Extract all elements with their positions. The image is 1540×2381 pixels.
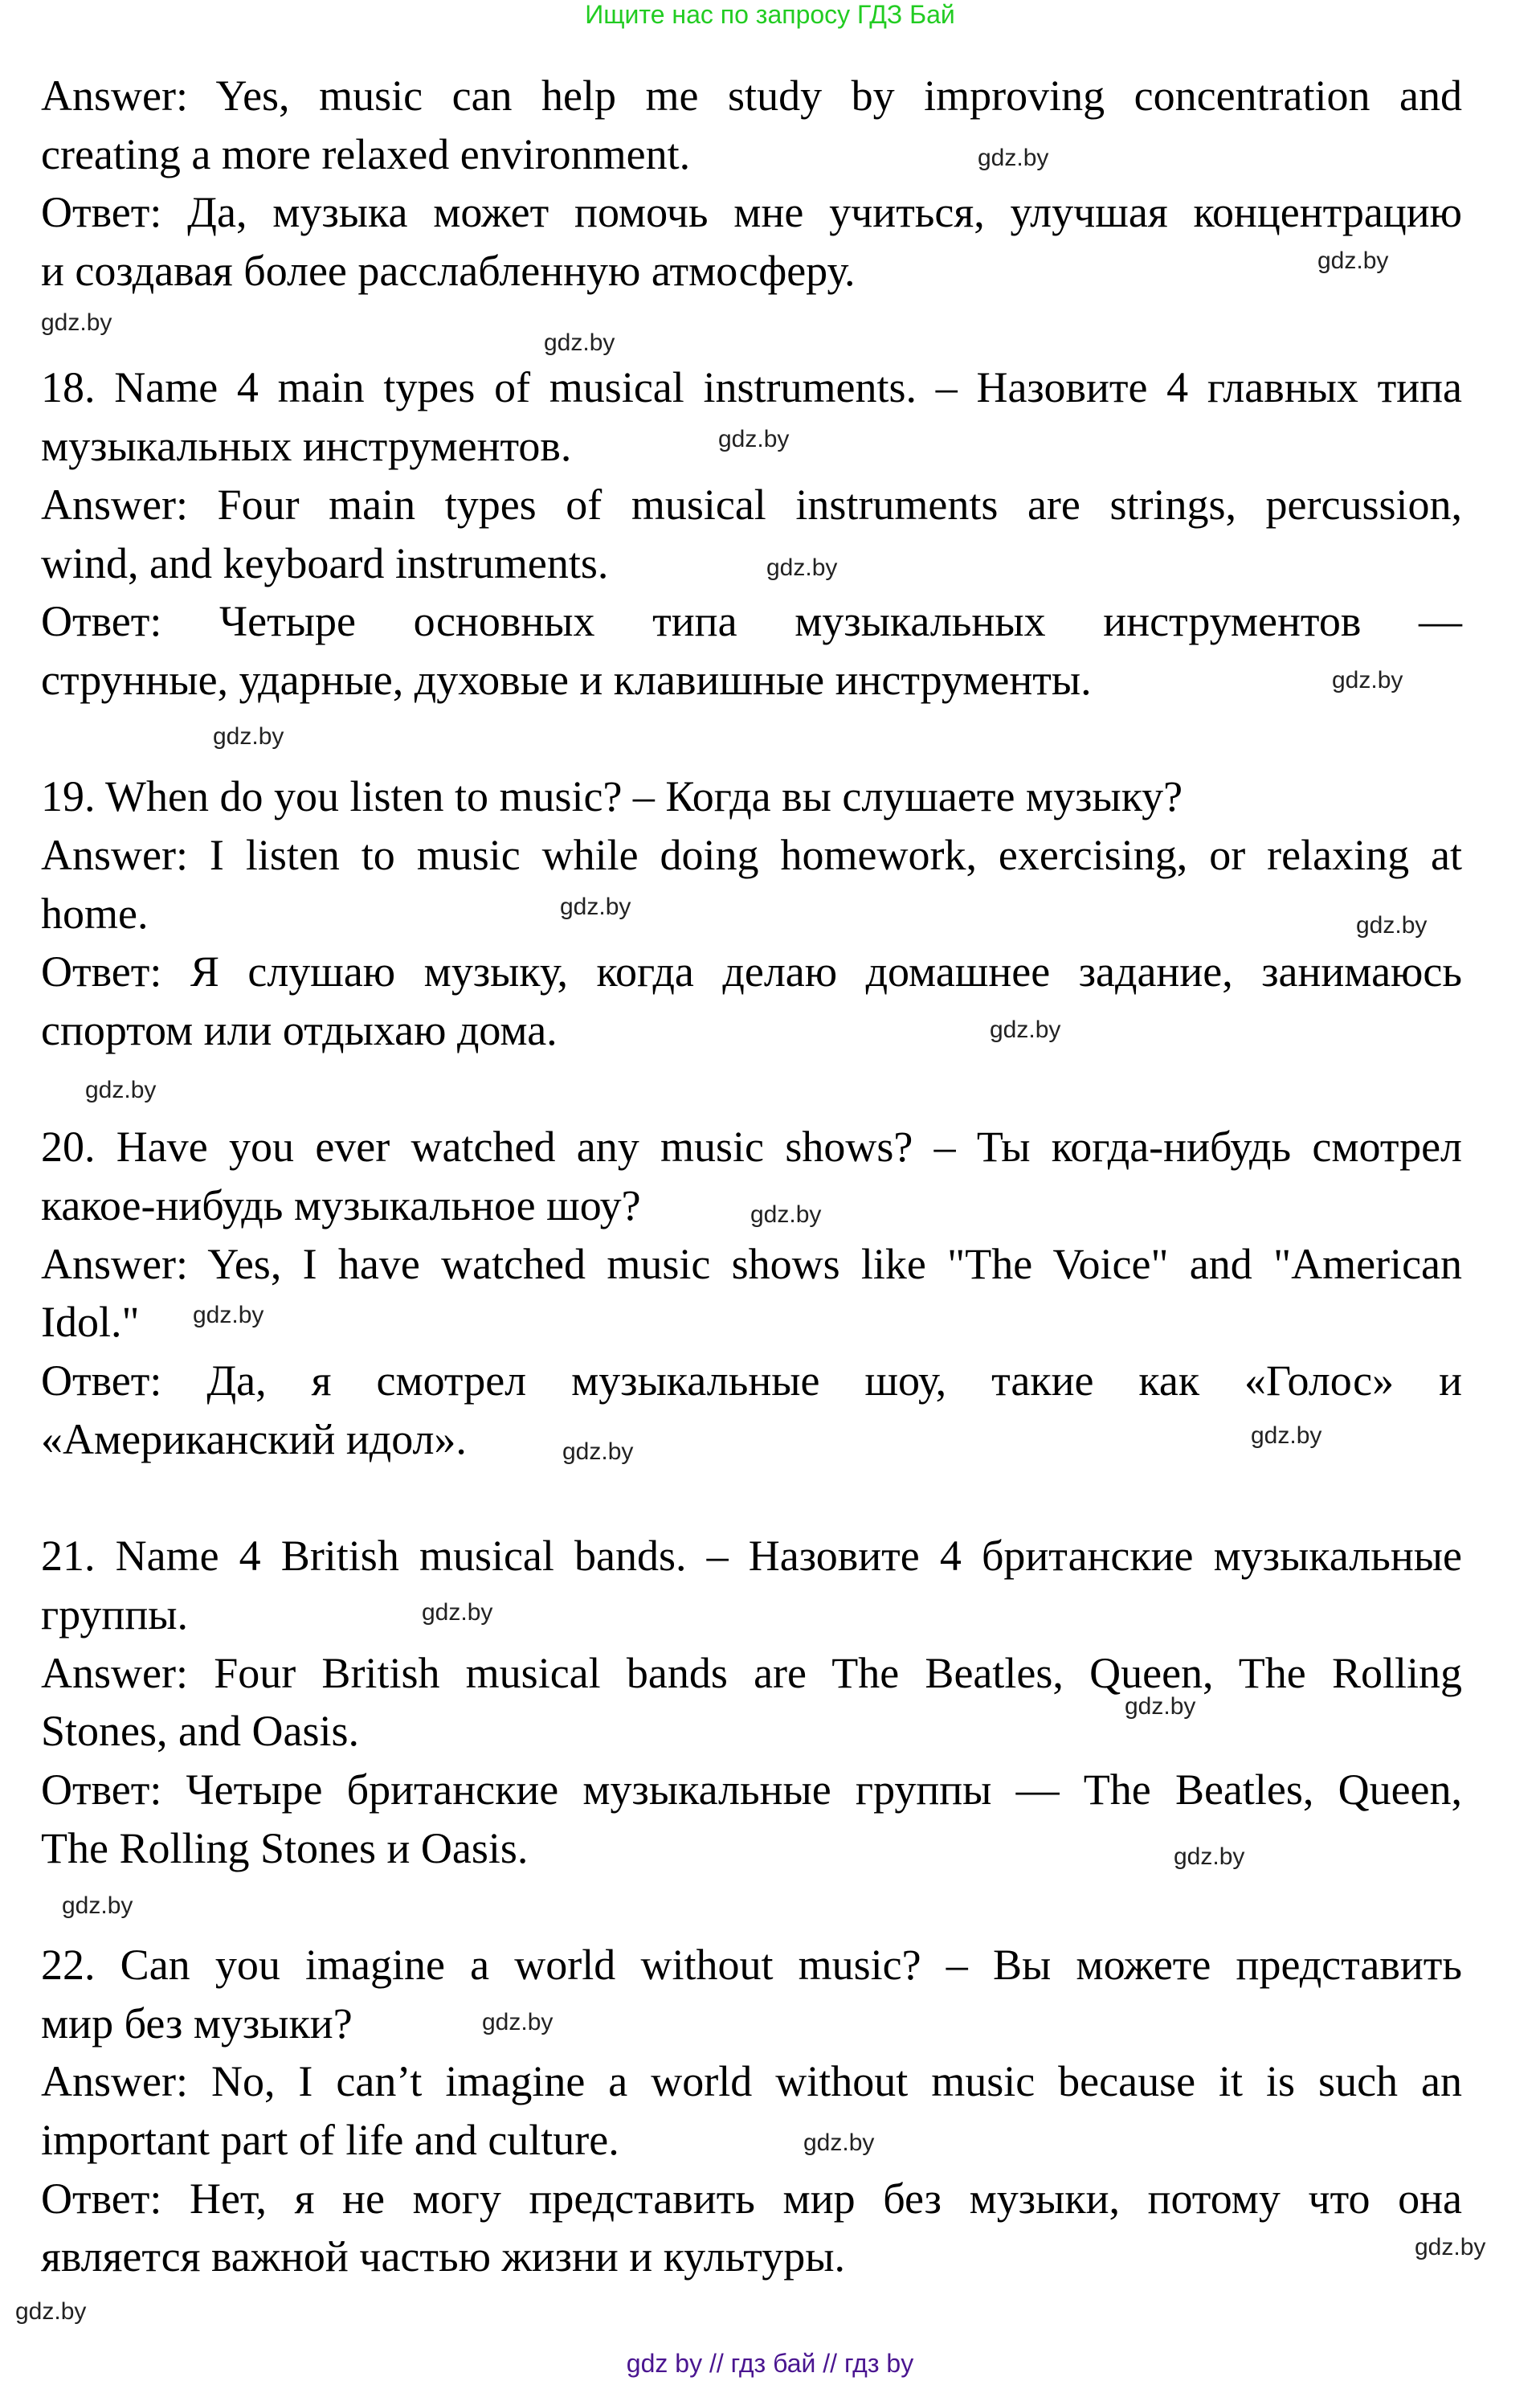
question-line: какое-нибудь музыкальное шоу?: [41, 1181, 641, 1230]
document-body: [41, 67, 1462, 2286]
watermark: gdz.by: [1251, 1422, 1322, 1449]
watermark: gdz.by: [718, 426, 790, 452]
watermark: gdz.by: [193, 1302, 264, 1328]
translation-line: The Rolling Stones и Oasis.: [41, 1823, 529, 1872]
translation-line: Ответ: Я слушаю музыку, когда делаю домашнее задание, занимаюсь: [41, 947, 1462, 996]
translation-line: Ответ: Четыре основных типа музыкальных инструментов —: [41, 597, 1462, 646]
question-line: 19. When do you listen to music? – Когда вы слушаете музыку?: [41, 772, 1183, 821]
answer-paragraph: [41, 826, 1462, 943]
answer-line: home.: [41, 889, 149, 938]
watermark: gdz.by: [1356, 912, 1428, 939]
watermark: gdz.by: [1125, 1693, 1196, 1720]
section-q22: [41, 1936, 1462, 2286]
watermark: gdz.by: [766, 554, 838, 581]
translation-paragraph: [41, 1761, 1462, 1877]
translation-line: спортом или отдыхаю дома.: [41, 1006, 558, 1054]
answer-paragraph: [41, 2052, 1462, 2169]
answer-line: creating a more relaxed environment.: [41, 129, 691, 178]
watermark: gdz.by: [560, 894, 631, 920]
answer-line: Idol.": [41, 1298, 140, 1347]
translation-line: и создавая более расслабленную атмосферу.: [41, 247, 856, 296]
watermark: gdz.by: [1332, 667, 1403, 693]
question-paragraph: [41, 767, 1462, 826]
answer-paragraph: [41, 1235, 1462, 1352]
question-paragraph: [41, 1936, 1462, 2052]
section-q18: [41, 358, 1462, 709]
section-q17-continued: [41, 67, 1462, 301]
section-spacer: [41, 1469, 1462, 1528]
question-line: группы.: [41, 1589, 189, 1638]
watermark: gdz.by: [1415, 2234, 1486, 2260]
translation-line: Ответ: Нет, я не могу представить мир без музыки, потому что она: [41, 2174, 1462, 2223]
watermark: gdz.by: [41, 309, 112, 336]
translation-paragraph: [41, 592, 1462, 709]
watermark: gdz.by: [62, 1892, 133, 1919]
section-q21: [41, 1527, 1462, 1877]
watermark: gdz.by: [1174, 1843, 1245, 1870]
watermark: gdz.by: [213, 723, 284, 750]
watermark: gdz.by: [978, 145, 1049, 171]
watermark: gdz.by: [482, 2009, 554, 2035]
site-footer-links: gdz by // гдз бай // гдз by: [626, 2349, 914, 2378]
section-q20: [41, 1118, 1462, 1468]
answer-line: important part of life and culture.: [41, 2116, 619, 2165]
watermark: gdz.by: [544, 329, 615, 356]
answer-line: Answer: Four main types of musical instruments are strings, percussion,: [41, 480, 1462, 529]
question-line: 21. Name 4 British musical bands. – Назовите 4 британские музыкальные: [41, 1532, 1462, 1581]
section-spacer: [41, 1877, 1462, 1936]
answer-line: wind, and keyboard instruments.: [41, 538, 609, 587]
watermark: gdz.by: [562, 1438, 634, 1465]
watermark: gdz.by: [803, 2129, 875, 2156]
watermark: gdz.by: [1317, 248, 1389, 274]
question-line: 18. Name 4 main types of musical instruments. – Назовите 4 главных типа: [41, 363, 1462, 412]
translation-paragraph: [41, 943, 1462, 1059]
watermark: gdz.by: [85, 1077, 157, 1103]
watermark: gdz.by: [15, 2298, 87, 2325]
translation-line: струнные, ударные, духовые и клавишные инструменты.: [41, 655, 1092, 704]
watermark: gdz.by: [990, 1017, 1061, 1043]
answer-paragraph: [41, 476, 1462, 592]
section-spacer: [41, 1060, 1462, 1119]
translation-paragraph: [41, 1352, 1462, 1468]
answer-paragraph: [41, 1644, 1462, 1761]
answer-line: Stones, and Oasis.: [41, 1707, 359, 1756]
translation-line: Ответ: Четыре британские музыкальные группы — The Beatles, Queen,: [41, 1765, 1462, 1814]
answer-line: Answer: Yes, music can help me study by improving concentration and: [41, 72, 1462, 120]
question-paragraph: [41, 1527, 1462, 1643]
answer-line: Answer: Four British musical bands are The Beatles, Queen, The Rolling: [41, 1648, 1462, 1697]
question-paragraph: [41, 358, 1462, 475]
translation-line: «Американский идол».: [41, 1414, 467, 1463]
watermark: gdz.by: [750, 1201, 822, 1228]
section-spacer: [41, 301, 1462, 359]
translation-line: Ответ: Да, музыка может помочь мне учиться, улучшая концентрацию: [41, 188, 1462, 237]
answer-paragraph: [41, 67, 1462, 183]
answer-line: Answer: I listen to music while doing homework, exercising, or relaxing at: [41, 830, 1462, 879]
question-line: мир без музыки?: [41, 1998, 353, 2048]
section-q19: [41, 767, 1462, 1059]
translation-paragraph: [41, 2170, 1462, 2286]
translation-line: Ответ: Да, я смотрел музыкальные шоу, такие как «Голос» и: [41, 1356, 1462, 1405]
question-line: музыкальных инструментов.: [41, 422, 572, 471]
search-banner: Ищите нас по запросу ГДЗ Бай: [585, 0, 955, 29]
answer-line: Answer: Yes, I have watched music shows like "The Voice" and "American: [41, 1239, 1462, 1288]
translation-line: является важной частью жизни и культуры.: [41, 2232, 845, 2281]
watermark: gdz.by: [422, 1599, 493, 1626]
answer-line: Answer: No, I can’t imagine a world without music because it is such an: [41, 2057, 1462, 2106]
question-line: 22. Can you imagine a world without music? – Вы можете представить: [41, 1941, 1462, 1989]
question-line: 20. Have you ever watched any music shows? – Ты когда-нибудь смотрел: [41, 1123, 1462, 1172]
translation-paragraph: [41, 183, 1462, 300]
